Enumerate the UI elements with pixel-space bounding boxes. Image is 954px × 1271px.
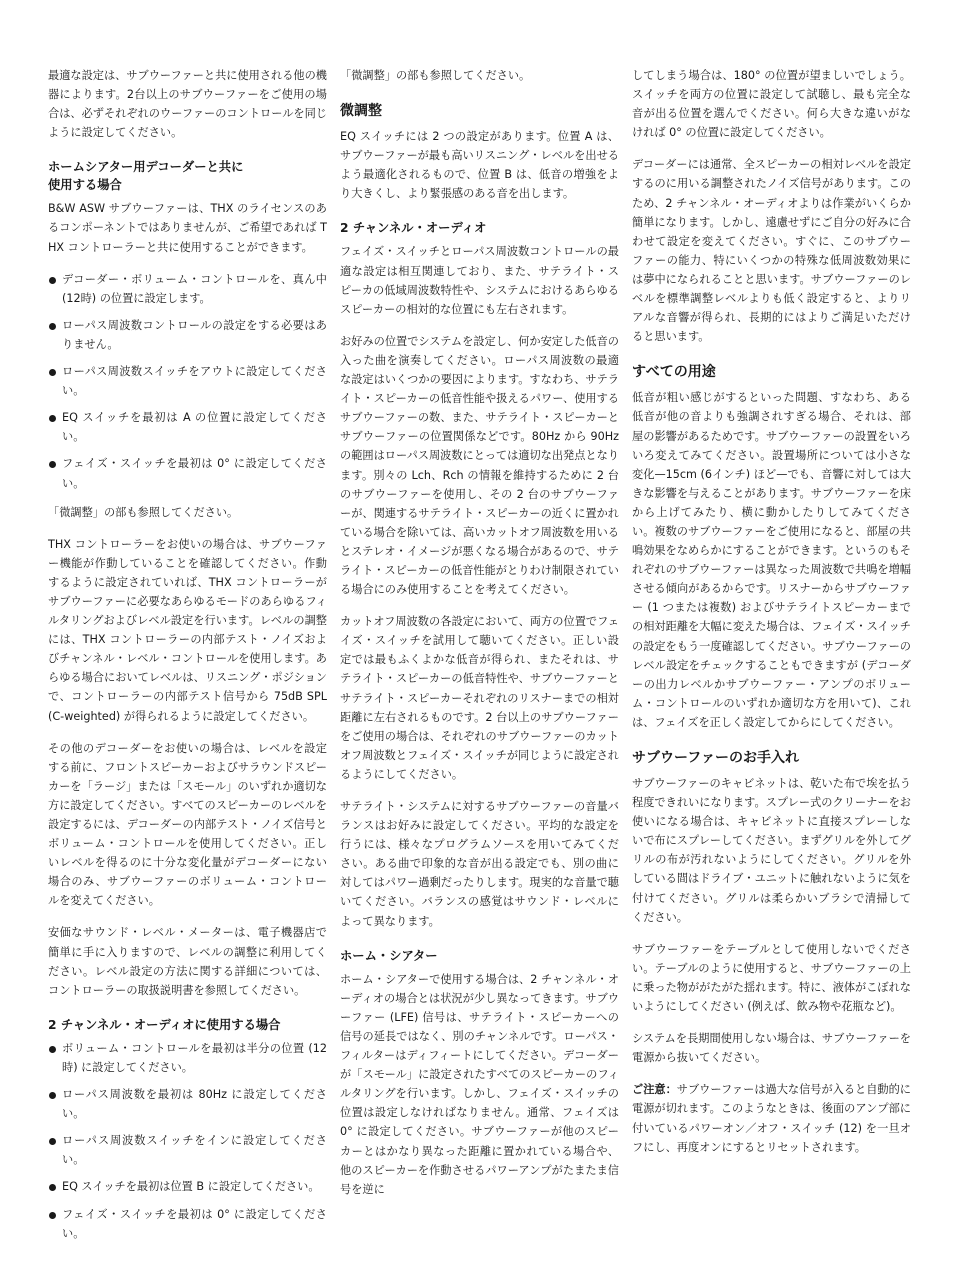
see-fine-tuning-note: 「微調整」の部も参照してください。 — [340, 69, 531, 82]
column-left — [48, 66, 327, 1253]
cutoff-paragraph: カットオフ周波数の各設定において、両方の位置でフェイズ・スイッチを試用して聴いてください。正しい設定では最もふくよかな低音が得られ、またそれは、サテライト・スピーカーの低音特性や、サブウーファーとサテライト・スピーカーそれぞれのリスナーまでの相対距離に左右されるものです。2 台以上のサブウーファーをご使用の場合は、それぞれのサブウーファーのカットオフ周波数とフェイズ・スイッチが同じように設定されるようにしてください。 — [340, 615, 619, 781]
thx-controller-paragraph: THX コントローラーをお使いの場合は、サブウーファー機能が作動していることを確認してください。作動するように設定されていれば、THX コントローラーがサブウーファーに必要なあらゆるモードのあらゆるフィルタリングおよびレベル設定を行います。レベルの調整には、THX コントローラーの内部テスト・ノイズおよびチャンネル・レベル・コントロールを使用します。あらゆる場合においてレベルは、リスニング・ポジションで、コントローラーの内部テスト信号から 75dB SPL (C-weighted) が得られるように設定してください。 — [48, 537, 327, 723]
cleaning-paragraph: サブウーファーのキャビネットは、乾いた布で埃を払う程度できれいになります。スプレー式のクリーナーをお使いになる場合は、キャビネットに直接スプレーしないで布にスプレーしてください。まずグリルを外してグリルの布が汚れないようにしてください。グリルを外している間はドライブ・ユニットに触れないように気を付けてください。グリルは柔らかいブラシで清掃してください。 — [632, 777, 911, 924]
heading-line-2: 使用する場合 — [48, 178, 122, 193]
list-item: フェイズ・スイッチを最初は 0° に設定してください。 — [48, 1205, 327, 1243]
column-right — [632, 66, 911, 1170]
table-warning-paragraph: サブウーファーをテーブルとして使用しないでください。テーブルのように使用すると、サブウーファーの上に乗った物ががたがた揺れます。特に、液体がこぼれないようにしてください (例えば、飲み物や花瓶など)。 — [632, 942, 911, 1014]
unplug-paragraph: システムを長期間使用しない場合は、サブウーファーを電源から抜いてください。 — [632, 1032, 911, 1065]
heading-care: サブウーファーのお手入れ — [632, 750, 800, 766]
two-channel-settings-list — [48, 1039, 327, 1243]
balance-paragraph: サテライト・システムに対するサブウーファーの音量バランスはお好みに設定してください。平均的な設定を行うには、様々なプログラムソースを用いてみてください。ある曲で印象的な音が出る設定でも、別の曲に対してはパワー過剰だったりします。現実的な音量で聴いてください。バランスの感覚はサウンド・レベルによって異なります。 — [340, 800, 619, 928]
heading-fine-tuning: 微調整 — [340, 103, 382, 120]
list-item: ボリューム・コントロールを最初は半分の位置 (12時) に設定してください。 — [48, 1039, 327, 1077]
heading-line-1: ホームシアター用デコーダーと共に — [48, 160, 244, 175]
phase-lowpass-paragraph: フェイズ・スイッチとローパス周波数コントロールの最適な設定は相互関連しており、また、サテライト・スピーカの低域周波数特性や、システムにおけるあらゆるスピーカーの相対的な位置にも左右されます。 — [340, 245, 619, 316]
list-item: ローパス周波数を最初は 80Hz に設定してください。 — [48, 1085, 327, 1123]
decoder-settings-list — [48, 270, 327, 493]
other-decoder-paragraph: その他のデコーダーをお使いの場合は、レベルを設定する前に、フロントスピーカーおよびサラウンドスピーカーを「ラージ」または「スモール」のいずれか適切な方に設定してください。すべてのスピーカーのレベルを設定するには、デコーダーの内部テスト・ノイズ信号とボリューム・コントロールを使用してください。正しいレベルを得るのに十分な変化量がデコーダーにない場合のみ、サブウーファーのボリューム・コントロールを変えてください。 — [48, 741, 327, 908]
heading-2ch-audio: 2 チャンネル・オーディオ — [340, 221, 487, 236]
heading-home-theater-decoder — [48, 158, 327, 194]
caution-label: ご注意： — [632, 1083, 677, 1097]
list-item: フェイズ・スイッチを最初は 0° に設定してください。 — [48, 454, 327, 492]
home-theater-paragraph: ホーム・シアターで使用する場合は、2 チャンネル・オーディオの場合とは状況が少し異なってきます。サブウーファー (LFE) 信号は、サテライト・スピーカーへの信号の延長ではなく、別のチャンネルです。ローパス・フィルターはディフィートにしてください。デコーダーが「スモール」に設定されたすべてのスピーカーのフィルタリングを行います。しかし、フェイズ・スイッチの位置は設定しなければなりません。通常、フェイズは 0° に設定してください。サブウーファーが他のスピーカーとはかなり異なった距離に置かれている場合や、他のスピーカーを作動させるパワーアンプがたまたま信号を逆に — [340, 972, 619, 1196]
decoder-noise-paragraph: デコーダーには通常、全スピーカーの相対レベルを設定するのに用いる調整されたノイズ信号があります。このため、2 チャンネル・オーディオよりは作業がいくらか簡単になります。しかし、遠慮せずにご自分の好みに合わせて設定を変えてください。すぐに、このサブウーファーの能力、特にいくつかの特殊な低周波数効果には夢中になられることと思います。サブウーファーのレベルを標準調整レベルよりも低く設定すると、よりリアルな音響が得られ、長期的にはよりご満足いただけると思います。 — [632, 158, 911, 344]
caution-text: サブウーファーは過大な信号が入ると自動的に電源が切れます。このようなときは、後面のアンプ部に付いているパワーオン／オフ・スイッチ (12) を一旦オフにし、再度オンにするとリセットされます。 — [632, 1083, 911, 1154]
heading-all-uses: すべての用途 — [632, 364, 716, 381]
intro-paragraph: 最適な設定は、サブウーファーと共に使用される他の機器によります。2台以上のサブウーファーをご使用の場合は、必ずそれぞれのウーファーのコントロールを同じように設定してください。 — [48, 69, 327, 140]
heading-2ch-usage: 2 チャンネル・オーディオに使用する場合 — [48, 1017, 281, 1032]
caution-paragraph — [632, 1080, 911, 1156]
list-item: ローパス周波数スイッチをアウトに設定してください。 — [48, 362, 327, 400]
see-fine-tuning-note: 「微調整」の部も参照してください。 — [48, 505, 239, 519]
list-item: ローパス周波数スイッチをインに設定してください。 — [48, 1131, 327, 1169]
room-effects-paragraph: 低音が粗い感じがするといった問題、すなわち、ある低音が他の音よりも強調されすぎる場合、それは、部屋の影響があるためです。サブウーファーの設置をいろいろ変えてみてください。設置場所については小さな変化—15cm (6インチ) ほど—でも、音響に対しては大きな影響を与えることがあります。サブウーファーを床から上げてみたり、横に動かしたりしてみてください。複数のサブウーファーをご使用になると、部屋の共鳴効果をなめらかにすることができます。というのもそれぞれのサブウーファーは異なった周波数で共鳴を増幅させる傾向があるからです。リスナーからサブウーファー (1 つまたは複数) およびサテライトスピーカーまでの相対距離を大幅に変えた場合は、フェイズ・スイッチの設定をもう一度確認してください。サブウーファーのレベル設定をチェックすることもできますが (デコーダーの出力レベルかサブウーファー・アンプのボリューム・コントロールのいずれか適切な方を用いて)、これは、フェイズを正しく設定してからにしてください。 — [632, 391, 911, 729]
list-item: ローパス周波数コントロールの設定をする必要はありません。 — [48, 316, 327, 354]
phase-continuation-paragraph: してしまう場合は、180° の位置が望ましいでしょう。スイッチを両方の位置に設定して試聴し、最も完全な音が出る位置を選んでください。何ら大きな違いがなければ 0° の位置に設定してください。 — [632, 69, 911, 140]
thx-paragraph: B&W ASW サブウーファーは、THX のライセンスのあるコンポーネントではありませんが、ご希望であれば THX コントローラーと共に使用することができます。 — [48, 202, 327, 254]
heading-home-theater: ホーム・シアター — [340, 948, 438, 963]
sound-level-meter-paragraph: 安価なサウンド・レベル・メーターは、電子機器店で簡単に手に入りますので、レベルの調整に利用してください。レベル設定の方法に関する詳細については、コントローラーの取扱説明書を参照してください。 — [48, 926, 327, 997]
list-item: EQ スイッチを最初は位置 B に設定してください。 — [48, 1177, 327, 1196]
eq-switch-paragraph: EQ スイッチには 2 つの設定があります。位置 A は、サブウーファーが最も高いリスニング・レベルを出せるよう最適化されるもので、位置 B は、低音の増強をより大きくし、より緊張感のある音を出します。 — [340, 130, 619, 201]
list-item: デコーダー・ボリューム・コントロールを、真ん中 (12時) の位置に設定します。 — [48, 270, 327, 308]
column-middle — [340, 66, 619, 1212]
setup-paragraph: お好みの位置でシステムを設定し、何か安定した低音の入った曲を演奏してください。ローパス周波数の最適な設定はいくつかの要因によります。すなわち、サテライト・スピーカーの低音性能や扱えるパワー、使用するサブウーファーの数、また、サテライト・スピーカーとサブウーファーの位置関係などです。80Hz から 90Hz の範囲はローパス周波数にとっては適切な出発点となります。別々の Lch、Rch の情報を維持するために 2 台のサブウーファーを使用し、その 2 台のサブウーファーが、関連するサテライト・スピーカーの近くに置かれている場合を除いては、高いカットオフ周波数を用いるとステレオ・イメージが悪くなる場合があるので、サテライト・スピーカーの低音性能がとりわけ制限されている場合にのみ使用することを考えてください。 — [340, 334, 619, 597]
list-item: EQ スイッチを最初は A の位置に設定してください。 — [48, 408, 327, 446]
